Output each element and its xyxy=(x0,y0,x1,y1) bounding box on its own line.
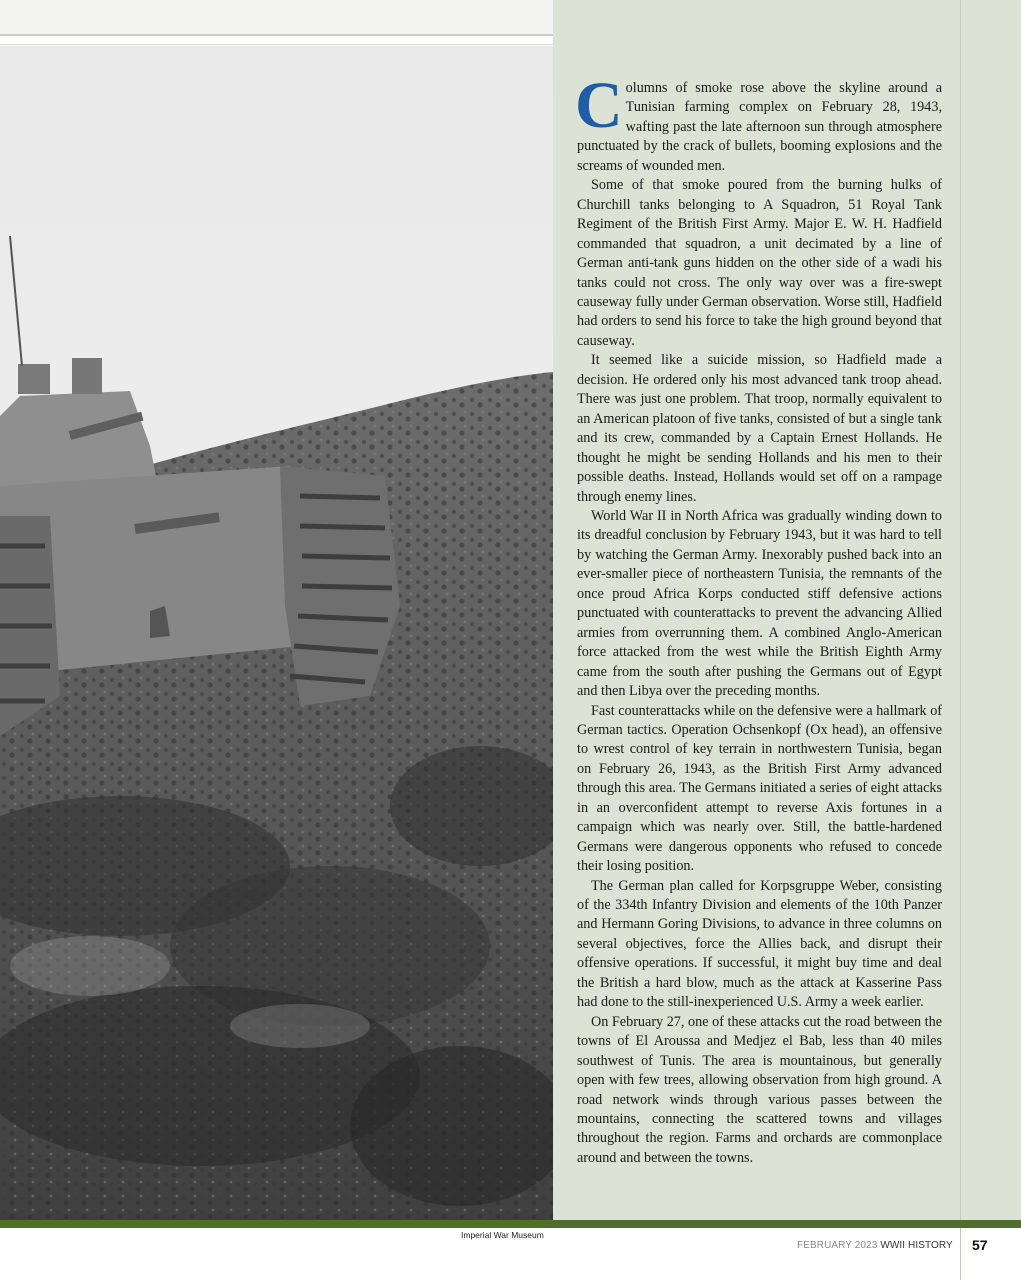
drop-cap: C xyxy=(575,69,623,142)
running-footer xyxy=(797,1240,953,1251)
paragraph-text: olumns of smoke rose above the skyline around a Tunisian farming complex on February 28, 1943, wafting past the late afternoon sun through atmosphere punctuated by the crack of bullets, booming explosions and the screams of wounded men. xyxy=(577,80,942,174)
paragraph-3: It seemed like a suicide mission, so Hadfield made a decision. He ordered only his most advanced tank troop ahead. There was just one problem. That troop, normally equivalent to an American platoon of five tanks, consisted of but a single tank and its crew, commanded by a Captain Ernest Hollands. He thought he might be sending Hollands and his men to their possible deaths. Instead, Hollands would set off on a rampage through enemy lines. xyxy=(577,352,942,505)
paragraph-6: The German plan called for Korpsgruppe Weber, consisting of the 334th Infantry Division and elements of the 10th Panzer and Hermann Goring Divisions, to advance in three columns on several objectives, force the Allies back, and disrupt their offensive operations. If successful, it might buy time and deal the British a hard blow, much as the attack at Kasserine Pass had done to the still-inexperienced U.S. Army a week earlier. xyxy=(577,877,942,1011)
footer-accent-bar xyxy=(0,1220,1021,1228)
article-body xyxy=(575,69,943,1168)
paragraph-7: On February 27, one of these attacks cut the road between the towns of El Aroussa and Medjez el Bab, less than 40 miles southwest of Tunis. The area is mountainous, but generally open with few trees, allowing observation from high ground. A road network winds through various passes between the mountains, connecting the scattered towns and villages throughout the region. Farms and orchards are commonplace around and between the towns. xyxy=(577,1013,942,1166)
page-number: 57 xyxy=(972,1237,988,1253)
photo-credit: Imperial War Museum xyxy=(461,1230,544,1240)
top-margin xyxy=(0,0,553,34)
margin-rule xyxy=(960,0,961,1280)
issue-date: FEBRUARY 2023 xyxy=(797,1240,878,1251)
paragraph-4: World War II in North Africa was gradually winding down to its dreadful conclusion by February 1943, but it was hard to tell by watching the German Army. Inexorably pushed back into an ever-smaller piece of northeastern Tunisia, the remnants of the once proud Africa Korps conducted stiff defensive actions punctuated with counterattacks to prevent the advancing Allied armies from overrunning them. A combined Anglo-American force attacked from the west while the British Eighth Army came from the south after pushing the Germans out of Egypt and then Libya over the preceding months. xyxy=(577,507,942,700)
paragraph-5: Fast counterattacks while on the defensive were a hallmark of German tactics. Operation Ochsenkopf (Ox head), an offensive to wrest control of key terrain in northwestern Tunisia, began on February 26, 1943, as the British First Army advanced through this area. The Germans initiated a series of eight attacks in an overconfident attempt to reverse Axis fortunes in a campaign which was nearly over. Still, the battle-hardened Germans were dangerous opponents who refused to concede their losing position. xyxy=(577,702,943,875)
tank-photograph xyxy=(0,46,553,1220)
paragraph-2: Some of that smoke poured from the burning hulks of Churchill tanks belonging to A Squadron, 51 Royal Tank Regiment of the British First Army. Major E. W. H. Hadfield commanded that squadron, a unit decimated by a line of German anti-tank guns hidden on the other side of a wadi his tanks could not cross. The only way over was a fire-swept causeway fully under German observation. Worse still, Hadfield had orders to send his force to take the high ground beyond that causeway. xyxy=(577,177,942,349)
magazine-title: WWII HISTORY xyxy=(880,1240,953,1251)
paragraph-1 xyxy=(575,69,942,176)
